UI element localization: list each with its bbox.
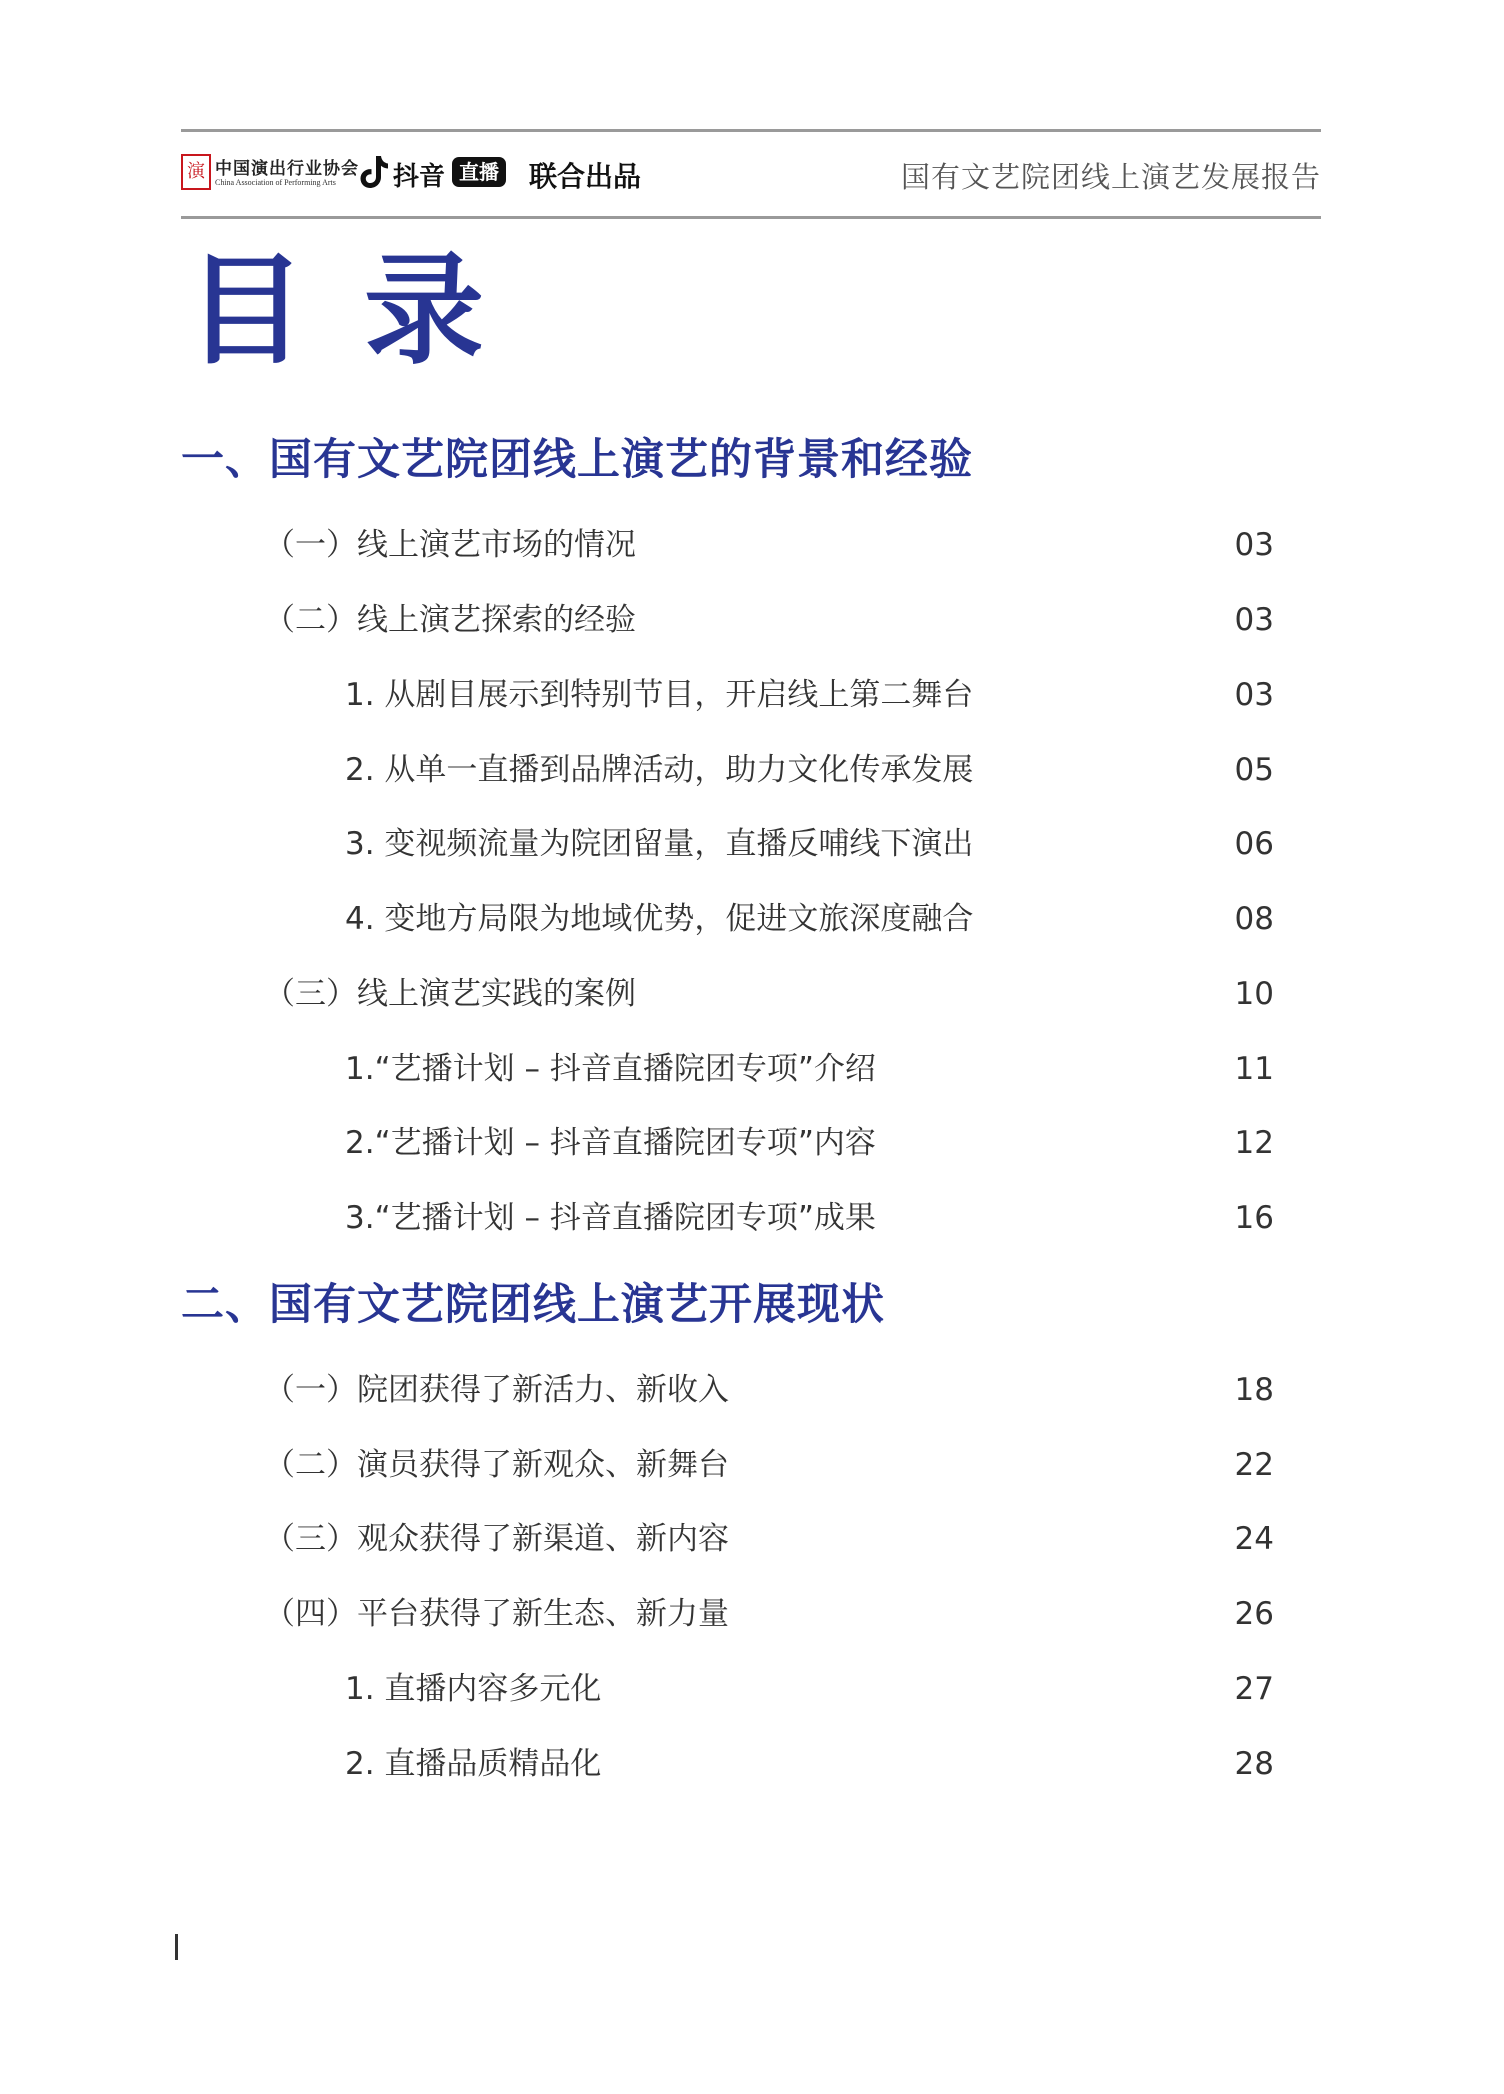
toc-entry-label: （四）平台获得了新生态、新力量 bbox=[264, 1596, 729, 1632]
toc-entry[interactable] bbox=[0, 523, 1504, 567]
toc-entry-page: 08 bbox=[1234, 901, 1274, 937]
association-name-en: China Association of Performing Arts bbox=[215, 178, 336, 187]
live-badge: 直播 bbox=[452, 157, 506, 187]
toc-entry[interactable] bbox=[0, 897, 1504, 941]
toc-entry-page: 03 bbox=[1234, 677, 1274, 713]
toc-entry-page: 03 bbox=[1234, 527, 1274, 563]
header-bottom-rule bbox=[181, 216, 1321, 219]
toc-entry[interactable] bbox=[0, 1592, 1504, 1636]
report-title: 国有文艺院团线上演艺发展报告 bbox=[900, 160, 1321, 194]
page-header bbox=[181, 140, 1321, 210]
toc-entry-label: 2. 从单一直播到品牌活动，助力文化传承发展 bbox=[345, 752, 974, 788]
toc-entry[interactable] bbox=[0, 1047, 1504, 1091]
section-heading-2[interactable]: 二、国有文艺院团线上演艺开展现状 bbox=[181, 1280, 885, 1330]
toc-entry-page: 16 bbox=[1234, 1200, 1274, 1236]
toc-entry-page: 05 bbox=[1234, 752, 1274, 788]
toc-entry-label: （二）演员获得了新观众、新舞台 bbox=[264, 1447, 729, 1483]
toc-entry[interactable] bbox=[0, 748, 1504, 792]
toc-entry[interactable] bbox=[0, 1443, 1504, 1487]
douyin-note-icon bbox=[359, 154, 389, 190]
toc-entry[interactable] bbox=[0, 1517, 1504, 1561]
toc-entry[interactable] bbox=[0, 673, 1504, 717]
toc-entry-page: 10 bbox=[1234, 976, 1274, 1012]
toc-entry-label: （三）观众获得了新渠道、新内容 bbox=[264, 1521, 729, 1557]
toc-entry[interactable] bbox=[0, 972, 1504, 1016]
toc-entry[interactable] bbox=[0, 1742, 1504, 1786]
toc-entry-page: 26 bbox=[1234, 1596, 1274, 1632]
toc-entry-page: 27 bbox=[1234, 1671, 1274, 1707]
toc-entry-label: 1.“艺播计划 – 抖音直播院团专项”介绍 bbox=[345, 1051, 876, 1087]
toc-entry-label: 2. 直播品质精品化 bbox=[345, 1746, 602, 1782]
toc-entry[interactable] bbox=[0, 598, 1504, 642]
toc-entry-label: （三）线上演艺实践的案例 bbox=[264, 976, 636, 1012]
toc-title bbox=[186, 242, 484, 381]
toc-entry-label: （二）线上演艺探索的经验 bbox=[264, 602, 636, 638]
association-name: 中国演出行业协会 bbox=[215, 159, 359, 179]
toc-entry-page: 18 bbox=[1234, 1372, 1274, 1408]
toc-entry-label: 1. 从剧目展示到特别节目，开启线上第二舞台 bbox=[345, 677, 974, 713]
toc-entry-page: 06 bbox=[1234, 826, 1274, 862]
joint-production-label: 联合出品 bbox=[529, 160, 642, 193]
toc-entry[interactable] bbox=[0, 822, 1504, 866]
toc-entry[interactable] bbox=[0, 1196, 1504, 1240]
toc-entry[interactable] bbox=[0, 1667, 1504, 1711]
toc-entry-label: 1. 直播内容多元化 bbox=[345, 1671, 602, 1707]
toc-entry-label: 2.“艺播计划 – 抖音直播院团专项”内容 bbox=[345, 1125, 876, 1161]
toc-title-right: 录 bbox=[364, 242, 484, 381]
toc-entry-label: （一）线上演艺市场的情况 bbox=[264, 527, 636, 563]
toc-entry[interactable] bbox=[0, 1121, 1504, 1165]
toc-entry-label: （一）院团获得了新活力、新收入 bbox=[264, 1372, 729, 1408]
page-number-marker bbox=[175, 1934, 178, 1960]
toc-entry-label: 3.“艺播计划 – 抖音直播院团专项”成果 bbox=[345, 1200, 876, 1236]
toc-entry-label: 4. 变地方局限为地域优势，促进文旅深度融合 bbox=[345, 901, 974, 937]
douyin-wordmark: 抖音 bbox=[393, 162, 446, 192]
toc-entry-page: 22 bbox=[1234, 1447, 1274, 1483]
toc-entry-page: 12 bbox=[1234, 1125, 1274, 1161]
toc-entry-page: 28 bbox=[1234, 1746, 1274, 1782]
toc-title-left: 目 bbox=[186, 242, 306, 381]
section-heading-1[interactable]: 一、国有文艺院团线上演艺的背景和经验 bbox=[181, 435, 973, 485]
toc-entry-page: 11 bbox=[1234, 1051, 1274, 1087]
toc-entry-label: 3. 变视频流量为院团留量，直播反哺线下演出 bbox=[345, 826, 974, 862]
association-seal-logo: 演 bbox=[181, 154, 211, 190]
toc-entry[interactable] bbox=[0, 1368, 1504, 1412]
header-top-rule bbox=[181, 129, 1321, 132]
toc-entry-page: 03 bbox=[1234, 602, 1274, 638]
toc-entry-page: 24 bbox=[1234, 1521, 1274, 1557]
